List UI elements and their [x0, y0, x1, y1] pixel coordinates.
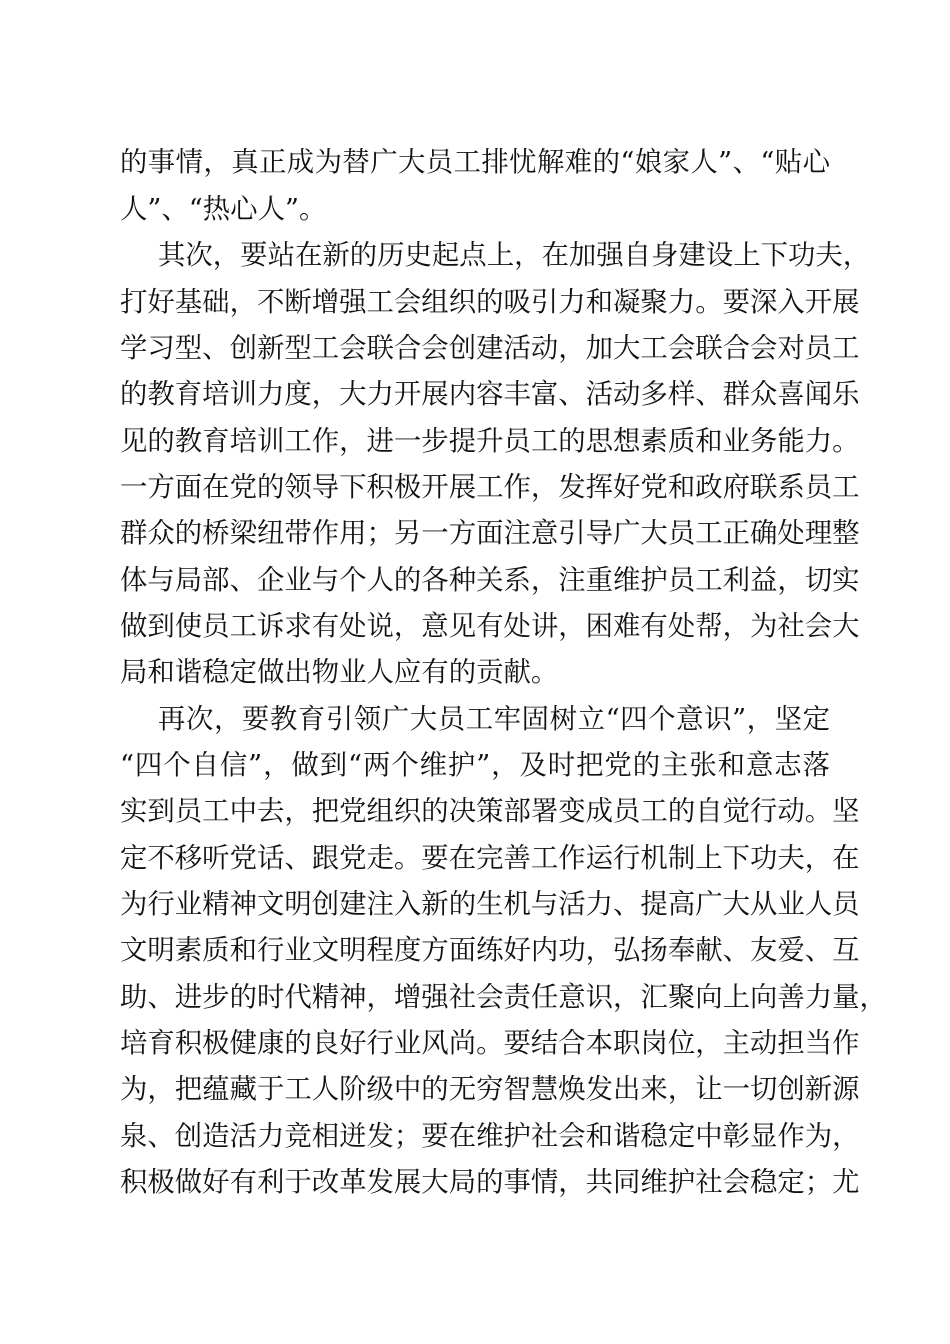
paragraph-first-line: 再次，要教育引领广大员工牢固树立“四个意识”，坚定 [158, 704, 830, 735]
text-line: 泉、创造活力竞相迸发；要在维护社会和谐稳定中彰显作为， [120, 1121, 860, 1152]
text-line: 人”、“热心人”。 [120, 194, 327, 225]
text-line: 体与局部、企业与个人的各种关系，注重维护员工利益，切实 [120, 565, 860, 596]
text-line: 打好基础，不断增强工会组织的吸引力和凝聚力。要深入开展 [120, 287, 860, 318]
text-line: 为行业精神文明创建注入新的生机与活力、提高广大从业人员 [120, 889, 860, 920]
text-line: 培育积极健康的良好行业风尚。要结合本职岗位，主动担当作 [120, 1028, 860, 1059]
text-line: 的教育培训力度，大力开展内容丰富、活动多样、群众喜闻乐 [120, 379, 860, 410]
text-line: 实到员工中去，把党组织的决策部署变成员工的自觉行动。坚 [120, 796, 860, 827]
text-line: 群众的桥梁纽带作用；另一方面注意引导广大员工正确处理整 [120, 518, 860, 549]
text-line: 为，把蕴藏于工人阶级中的无穷智慧焕发出来，让一切创新源 [120, 1074, 860, 1105]
text-line: 文明素质和行业文明程度方面练好内功，弘扬奉献、友爱、互 [120, 935, 860, 966]
paragraph-first-line: 其次，要站在新的历史起点上，在加强自身建设上下功夫， [158, 240, 871, 271]
text-line: 助、进步的时代精神，增强社会责任意识，汇聚向上向善力量， [120, 982, 887, 1013]
text-line: 做到使员工诉求有处说，意见有处讲，困难有处帮，为社会大 [120, 611, 860, 642]
text-line: 一方面在党的领导下积极开展工作，发挥好党和政府联系员工 [120, 472, 860, 503]
text-line: 学习型、创新型工会联合会创建活动，加大工会联合会对员工 [120, 333, 860, 364]
text-line: “四个自信”，做到“两个维护”，及时把党的主张和意志落 [120, 750, 830, 781]
text-line: 局和谐稳定做出物业人应有的贡献。 [120, 657, 559, 688]
text-line: 见的教育培训工作，进一步提升员工的思想素质和业务能力。 [120, 426, 860, 457]
text-line: 的事情，真正成为替广大员工排忧解难的“娘家人”、“贴心 [120, 147, 830, 178]
text-line: 积极做好有利于改革发展大局的事情，共同维护社会稳定；尤 [120, 1167, 860, 1198]
text-line: 定不移听党话、跟党走。要在完善工作运行机制上下功夫，在 [120, 843, 860, 874]
